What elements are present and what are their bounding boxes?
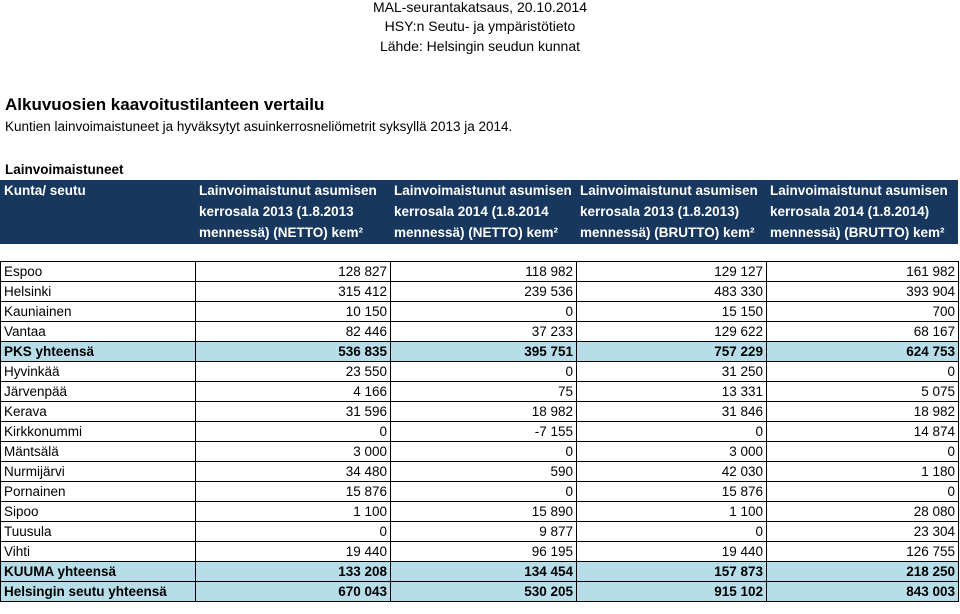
table-row <box>1 402 959 422</box>
row-value: 670 043 <box>196 582 391 602</box>
row-value: 96 195 <box>391 542 577 562</box>
table-row <box>1 542 959 562</box>
row-value: 9 877 <box>391 522 577 542</box>
row-value: 395 751 <box>391 342 577 362</box>
table-row <box>1 462 959 482</box>
row-value: 126 755 <box>767 542 959 562</box>
header-line: kerrosala 2014 (1.8.2014) <box>770 204 930 219</box>
table-row <box>1 502 959 522</box>
row-name: Vihti <box>1 542 196 562</box>
row-name: Kauniainen <box>1 302 196 322</box>
row-value: 42 030 <box>577 462 767 482</box>
row-value: 118 982 <box>391 262 577 282</box>
row-name: Tuusula <box>1 522 196 542</box>
row-value: 19 440 <box>577 542 767 562</box>
header-line: Lainvoimaistunut asumisen <box>580 183 758 198</box>
row-value: 0 <box>391 442 577 462</box>
row-value: 843 003 <box>767 582 959 602</box>
row-value: 0 <box>391 362 577 382</box>
row-value: 5 075 <box>767 382 959 402</box>
row-value: 393 904 <box>767 282 959 302</box>
row-value: 161 982 <box>767 262 959 282</box>
table-label: Lainvoimaistuneet <box>5 162 124 177</box>
table-row <box>1 582 959 602</box>
row-value: 128 827 <box>196 262 391 282</box>
row-value: 14 874 <box>767 422 959 442</box>
row-value: 0 <box>196 422 391 442</box>
row-name: Pornainen <box>1 482 196 502</box>
header-netto-2013 <box>195 180 390 244</box>
row-value: 18 982 <box>767 402 959 422</box>
row-value: 700 <box>767 302 959 322</box>
row-name: Helsingin seutu yhteensä <box>1 582 196 602</box>
table-row <box>1 302 959 322</box>
table-header <box>0 180 958 244</box>
row-value: 0 <box>391 482 577 502</box>
row-value: 13 331 <box>577 382 767 402</box>
table-row <box>1 422 959 442</box>
row-value: 15 890 <box>391 502 577 522</box>
row-value: 157 873 <box>577 562 767 582</box>
row-name: Mäntsälä <box>1 442 196 462</box>
page-title: Alkuvuosien kaavoitustilanteen vertailu <box>5 95 325 114</box>
row-value: 31 846 <box>577 402 767 422</box>
row-value: 0 <box>767 482 959 502</box>
row-value: 0 <box>767 362 959 382</box>
row-value: 239 536 <box>391 282 577 302</box>
header-brutto-2013 <box>576 180 766 244</box>
header-netto-2014 <box>390 180 576 244</box>
table-row <box>1 262 959 282</box>
row-value: 3 000 <box>196 442 391 462</box>
table-row <box>1 382 959 402</box>
row-value: 28 080 <box>767 502 959 522</box>
row-value: -7 155 <box>391 422 577 442</box>
row-name: KUUMA yhteensä <box>1 562 196 582</box>
row-name: Kirkkonummi <box>1 422 196 442</box>
row-value: 218 250 <box>767 562 959 582</box>
row-value: 530 205 <box>391 582 577 602</box>
page-subtitle: Kuntien lainvoimaistuneet ja hyväksytyt asuinkerrosneliömetrit syksyllä 2013 ja 2014. <box>5 119 513 134</box>
row-value: 757 229 <box>577 342 767 362</box>
row-name: Espoo <box>1 262 196 282</box>
row-value: 18 982 <box>391 402 577 422</box>
table-row <box>1 362 959 382</box>
row-value: 133 208 <box>196 562 391 582</box>
header-line: Lainvoimaistunut asumisen <box>394 183 572 198</box>
row-value: 0 <box>577 522 767 542</box>
row-value: 536 835 <box>196 342 391 362</box>
header-line: Lainvoimaistunut asumisen <box>770 183 948 198</box>
row-value: 34 480 <box>196 462 391 482</box>
row-name: Vantaa <box>1 322 196 342</box>
row-value: 15 150 <box>577 302 767 322</box>
row-name: Sipoo <box>1 502 196 522</box>
row-name: PKS yhteensä <box>1 342 196 362</box>
header-line: mennessä) (NETTO) kem² <box>199 225 364 240</box>
source-line-1: MAL-seurantakatsaus, 20.10.2014 <box>372 0 588 15</box>
table-row <box>1 562 959 582</box>
header-line: kerrosala 2014 (1.8.2014 <box>394 204 549 219</box>
header-line: Lainvoimaistunut asumisen <box>199 183 377 198</box>
row-value: 10 150 <box>196 302 391 322</box>
header-line: kerrosala 2013 (1.8.2013 <box>199 204 354 219</box>
row-value: 82 446 <box>196 322 391 342</box>
row-value: 624 753 <box>767 342 959 362</box>
row-value: 590 <box>391 462 577 482</box>
row-value: 0 <box>767 442 959 462</box>
table-row <box>1 482 959 502</box>
row-value: 4 166 <box>196 382 391 402</box>
header-brutto-2014 <box>766 180 958 244</box>
row-name: Helsinki <box>1 282 196 302</box>
source-line-3: Lähde: Helsingin seudun kunnat <box>379 38 581 54</box>
header-line: kerrosala 2013 (1.8.2013) <box>580 204 740 219</box>
row-value: 315 412 <box>196 282 391 302</box>
header-line: mennessä) (BRUTTO) kem² <box>770 225 945 240</box>
row-value: 0 <box>577 422 767 442</box>
row-value: 23 304 <box>767 522 959 542</box>
table-row <box>1 282 959 302</box>
row-value: 0 <box>196 522 391 542</box>
row-value: 1 100 <box>196 502 391 522</box>
table-row <box>1 442 959 462</box>
row-value: 1 180 <box>767 462 959 482</box>
row-name: Nurmijärvi <box>1 462 196 482</box>
header-line: Kunta/ seutu <box>4 183 86 198</box>
row-value: 483 330 <box>577 282 767 302</box>
row-value: 1 100 <box>577 502 767 522</box>
row-value: 19 440 <box>196 542 391 562</box>
row-name: Kerava <box>1 402 196 422</box>
row-value: 37 233 <box>391 322 577 342</box>
row-value: 31 250 <box>577 362 767 382</box>
table-row <box>1 342 959 362</box>
row-value: 915 102 <box>577 582 767 602</box>
row-value: 31 596 <box>196 402 391 422</box>
row-value: 15 876 <box>196 482 391 502</box>
table-row <box>1 522 959 542</box>
source-line-2: HSY:n Seutu- ja ympäristötieto <box>384 18 576 34</box>
row-value: 129 127 <box>577 262 767 282</box>
table-row <box>1 322 959 342</box>
row-value: 3 000 <box>577 442 767 462</box>
row-value: 68 167 <box>767 322 959 342</box>
data-table <box>0 261 959 602</box>
header-line: mennessä) (NETTO) kem² <box>394 225 559 240</box>
row-name: Järvenpää <box>1 382 196 402</box>
row-value: 134 454 <box>391 562 577 582</box>
row-value: 75 <box>391 382 577 402</box>
row-name: Hyvinkää <box>1 362 196 382</box>
row-value: 15 876 <box>577 482 767 502</box>
row-value: 129 622 <box>577 322 767 342</box>
header-municipality <box>0 180 195 244</box>
row-value: 23 550 <box>196 362 391 382</box>
row-value: 0 <box>391 302 577 322</box>
header-line: mennessä) (BRUTTO) kem² <box>580 225 755 240</box>
